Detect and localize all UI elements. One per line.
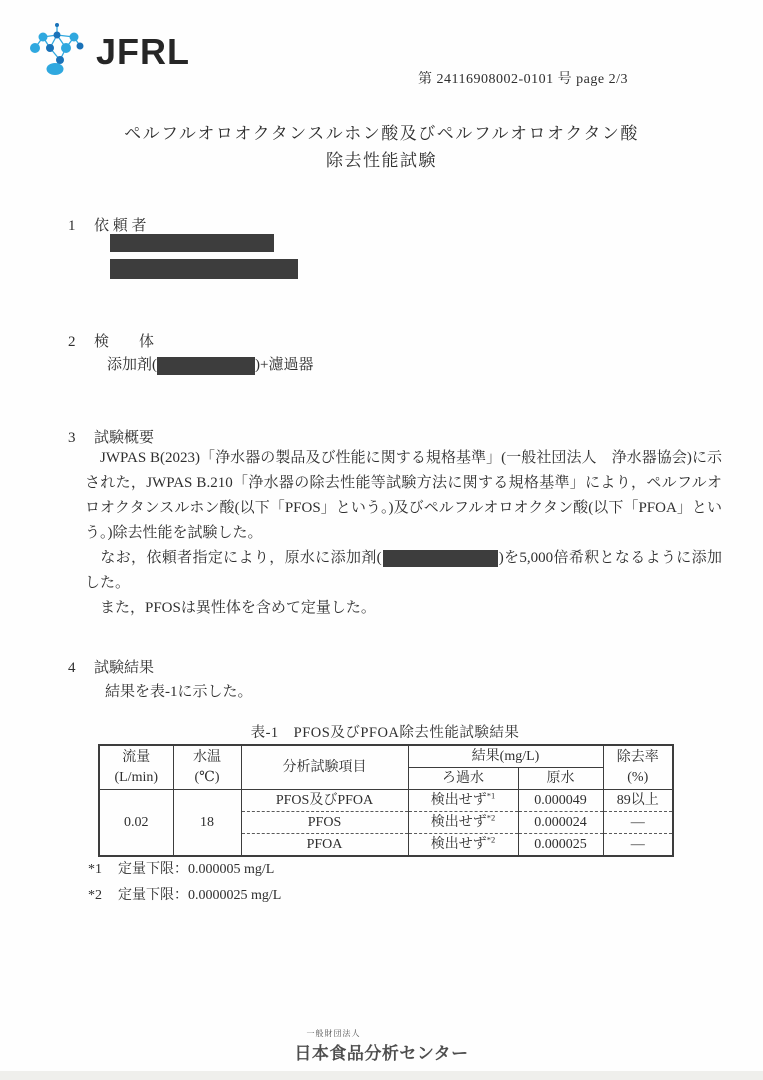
scan-edge (0, 1071, 763, 1080)
cell-raw: 0.000049 (518, 790, 603, 812)
cell-temp-value: 18 (173, 790, 241, 857)
results-intro-line: 結果を表-1に示した。 (105, 684, 253, 700)
overview-paragraph-2 (85, 546, 722, 596)
cell-filtered: 検出せず$^{*1}$ (408, 790, 518, 812)
section-3-heading (68, 426, 154, 447)
section-1-heading (68, 214, 147, 235)
section-3-number: 3 (68, 430, 76, 446)
cell-filtered: 検出せず$^{*2}$ (408, 834, 518, 857)
overview-paragraph-3: また，PFOSは異性体を含めて定量した。 (85, 600, 376, 616)
section-2-number: 2 (68, 334, 76, 350)
cell-filtered: 検出せず$^{*2}$ (408, 812, 518, 834)
footer-org-name: 日本食品分析センター (294, 1044, 469, 1063)
redaction-bar-client-2 (110, 259, 298, 279)
section-3-body (85, 446, 722, 621)
document-number: 第 24116908002-0101 号 page 2/3 (418, 72, 628, 87)
results-table (98, 744, 674, 857)
header-raw-water: 原水 (518, 768, 603, 790)
report-title-line2: 除去性能試験 (326, 151, 437, 170)
footer-org-type: 一般財団法人 (306, 1029, 361, 1038)
jfrl-logo (30, 22, 190, 76)
section-2-label: 検 体 (94, 334, 155, 350)
specimen-prefix: 添加剤( (107, 357, 157, 373)
section-1-number: 1 (68, 218, 76, 234)
header-water-temp: 水温 (℃) (173, 745, 241, 790)
cell-raw: 0.000025 (518, 834, 603, 857)
header-removal-rate: 除去率 (%) (603, 745, 673, 790)
report-title-line1: ペルフルオロオクタンスルホン酸及びペルフルオロオクタン酸 (124, 124, 639, 143)
header-analysis-item: 分析試験項目 (241, 745, 408, 790)
header-result: 結果(mg/L) (408, 745, 603, 768)
specimen-suffix: )+濾過器 (255, 357, 314, 373)
footnote-marker: *1 (486, 790, 496, 801)
cell-item: PFOA (241, 834, 408, 857)
overview-paragraph-2-prefix: なお，依頼者指定により，原水に添加剤( (85, 550, 382, 566)
specimen-line (107, 353, 313, 375)
footer-organization (0, 1028, 763, 1064)
section-4-number: 4 (68, 660, 76, 676)
cell-item: PFOS (241, 812, 408, 834)
overview-paragraph-1: JWPAS B(2023)「浄水器の製品及び性能に関する規格基準」(一般社団法人 浄水器協会)に示された，JWPAS B.210「浄水器の除去性能等試験方法に関する規格基準」により，ペルフルオロオクタンスルホン酸(以下「PFOS」という。)及びペルフルオロオクタン酸(以下「PFOA」という。)除去性能を試験した。 (85, 450, 722, 541)
cell-raw: 0.000024 (518, 812, 603, 834)
table-header-row-1 (99, 745, 673, 768)
report-title (0, 120, 763, 174)
cell-removal: 89以上 (603, 790, 673, 812)
table-row (99, 790, 673, 812)
jfrl-logo-text: JFRL (96, 31, 190, 72)
overview-paragraph-2-suffix: )を5,000倍希釈となるように添加した。 (85, 550, 723, 591)
section-4-heading (68, 656, 154, 677)
footnote-marker: *2 (486, 812, 496, 823)
section-4-label: 試験結果 (94, 660, 155, 676)
footnote-2: *2 定量下限：0.0000025 mg/L (88, 888, 282, 903)
redaction-bar-additive (157, 357, 255, 375)
section-1-label: 依 頼 者 (94, 218, 147, 234)
footnote-1: *1 定量下限：0.000005 mg/L (88, 862, 275, 877)
jfrl-molecule-icon (30, 22, 90, 76)
cell-flow-value: 0.02 (99, 790, 173, 857)
redaction-bar-client-1 (110, 234, 274, 252)
header-flow: 流量 (L/min) (99, 745, 173, 790)
section-3-label: 試験概要 (94, 430, 155, 446)
section-2-heading (68, 330, 154, 351)
table-caption: 表-1 PFOS及びPFOA除去性能試験結果 (250, 725, 520, 741)
cell-removal: ― (603, 834, 673, 857)
cell-item: PFOS及びPFOA (241, 790, 408, 812)
footnote-marker: *2 (486, 834, 496, 845)
cell-removal: ― (603, 812, 673, 834)
redaction-bar-additive-2 (383, 550, 498, 567)
header-filtered-water: ろ過水 (408, 768, 518, 790)
